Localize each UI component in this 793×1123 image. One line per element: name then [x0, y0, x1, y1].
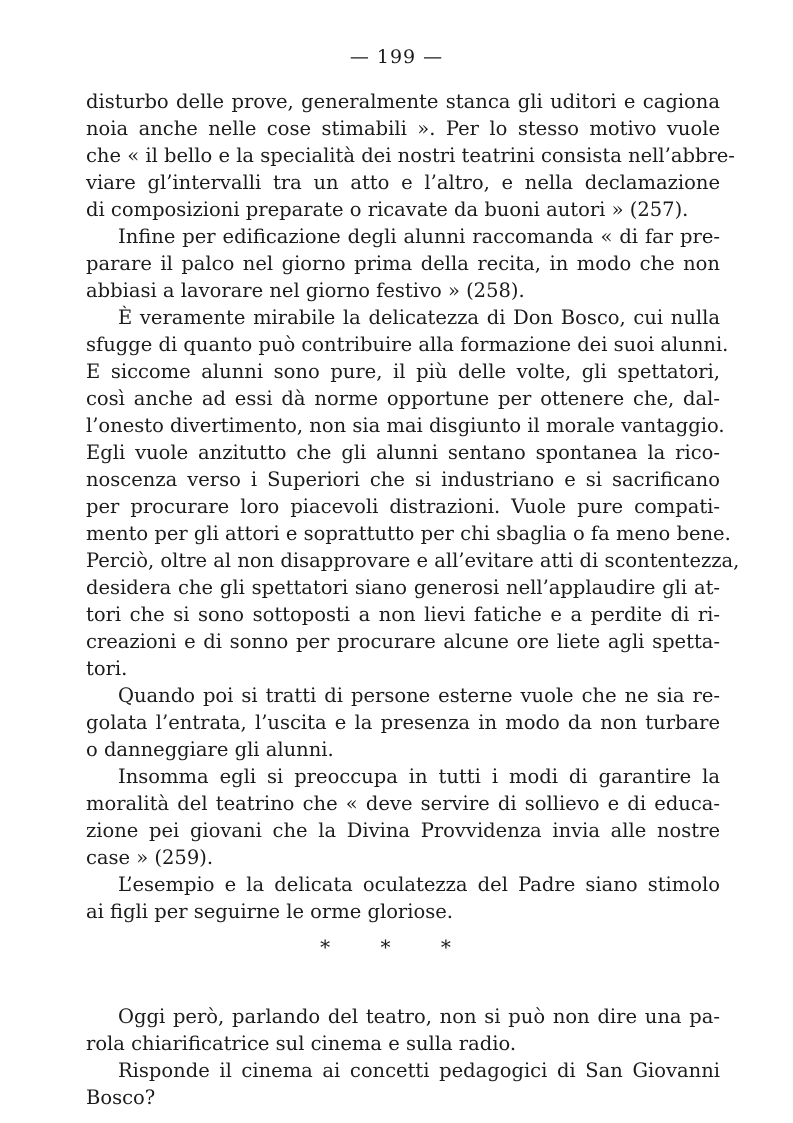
text-line: tori. — [86, 657, 128, 680]
text-line: di composizioni preparate o ricavate da buoni autori » (257). — [86, 198, 689, 221]
text-line: Perciò, oltre al non disapprovare e all’evitare atti di scontentezza, — [86, 549, 740, 572]
text-line: Quando poi si tratti di persone esterne vuole che ne sia re- — [118, 684, 720, 707]
text-line: E siccome alunni sono pure, il più delle volte, gli spettatori, — [86, 360, 720, 383]
text-line: case » (259). — [86, 846, 214, 869]
text-line: viare gl’intervalli tra un atto e l’altro, e nella declamazione — [86, 171, 720, 194]
text-line: disturbo delle prove, generalmente stanca gli uditori e cagiona — [86, 90, 720, 113]
text-line: sfugge di quanto può contribuire alla formazione dei suoi alunni. — [86, 333, 729, 356]
text-line: Insomma egli si preoccupa in tutti i modi di garantire la — [118, 765, 720, 788]
text-line: moralità del teatrino che « deve servire di sollievo e di educa- — [86, 792, 720, 815]
text-line: tori che si sono sottoposti a non lievi fatiche e a perdite di ri- — [86, 603, 720, 626]
text-line: parare il palco nel giorno prima della recita, in modo che non — [86, 252, 720, 275]
text-line: che « il bello e la specialità dei nostri teatrini consista nell’abbre- — [86, 144, 735, 167]
text-line: creazioni e di sonno per procurare alcune ore liete agli spetta- — [86, 630, 720, 653]
text-line: L’esempio e la delicata oculatezza del Padre siano stimolo — [118, 873, 720, 896]
text-line: noia anche nelle cose stimabili ». Per lo stesso motivo vuole — [86, 117, 720, 140]
text-line: rola chiarificatrice sul cinema e sulla radio. — [86, 1032, 517, 1055]
text-line: Risponde il cinema ai concetti pedagogici di San Giovanni — [118, 1059, 720, 1082]
text-line: ai figli per seguirne le orme gloriose. — [86, 900, 453, 923]
page-number: — 199 — — [349, 46, 444, 68]
text-line: desidera che gli spettatori siano generosi nell’applaudire gli at- — [86, 576, 720, 599]
text-line: noscenza verso i Superiori che si industriano e si sacrificano — [86, 468, 720, 491]
text-line: Bosco? — [86, 1086, 156, 1109]
text-line: È veramente mirabile la delicatezza di Don Bosco, cui nulla — [118, 306, 720, 329]
text-line: per procurare loro piacevoli distrazioni. Vuole pure compati- — [86, 495, 720, 518]
text-line: golata l’entrata, l’uscita e la presenza in modo da non turbare — [86, 711, 720, 734]
text-line: l’onesto divertimento, non sia mai disgiunto il morale vantaggio. — [86, 414, 725, 437]
text-line: o danneggiare gli alunni. — [86, 738, 334, 761]
text-line: abbiasi a lavorare nel giorno festivo » (258). — [86, 279, 525, 302]
text-line: così anche ad essi dà norme opportune per ottenere che, dal- — [86, 387, 720, 410]
text-line: Egli vuole anzitutto che gli alunni sentano spontanea la rico- — [86, 441, 720, 464]
section-separator: * * * — [320, 935, 473, 959]
text-line: Oggi però, parlando del teatro, non si può non dire una pa- — [118, 1005, 720, 1028]
text-line: Infine per edificazione degli alunni raccomanda « di far pre- — [118, 225, 720, 248]
text-line: mento per gli attori e soprattutto per chi sbaglia o fa meno bene. — [86, 522, 731, 545]
text-line: zione pei giovani che la Divina Provvidenza invia alle nostre — [86, 819, 720, 842]
